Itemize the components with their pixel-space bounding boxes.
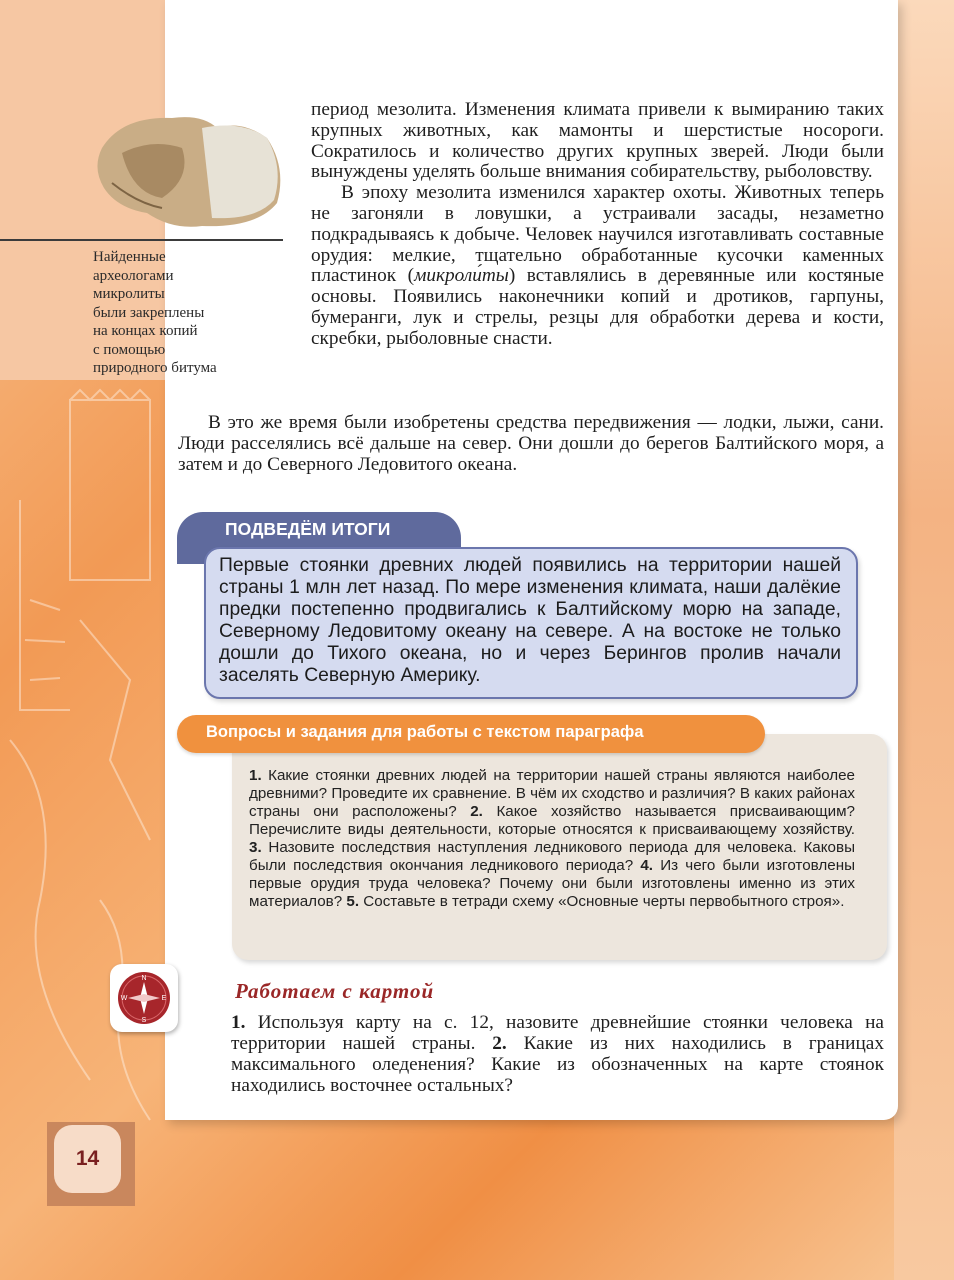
question-text: Какое хозяйство называется присваивающим? Перечислите виды деятельности, которые относятся к присваивающему хозяйству.: [249, 803, 855, 838]
question-number: 3.: [249, 839, 262, 856]
photo-caption: [93, 248, 283, 378]
compass-letter: E: [161, 995, 167, 1002]
caption-line: природного битума: [93, 360, 217, 376]
question-text: Составьте в тетради схему «Основные черты первобытного строя».: [359, 893, 845, 910]
paragraph-transport: В это же время были изобретены средства передвижения — лодки, лыжи, сани. Люди расселялись всё дальше на север. Они дошли до берегов Балтийского моря, а затем и до Северного Ледовитого океана.: [178, 412, 884, 475]
question-text: Из чего были изготовлены первые орудия труда человека? Почему они были изготовлены именно из этих материалов?: [249, 857, 855, 910]
paragraph-hunting-part1: В эпоху мезолита изменился характер охоты. Животных теперь не загоняли в ловушки, а устраивали засады, незаметно подкрадываясь к добыче. Человек научился изготавливать составные орудия: мелкие, тщательно обработанные кусочки каменных пластинок (: [311, 182, 884, 287]
caption-line: археологами: [93, 267, 174, 284]
compass-letter: S: [141, 1017, 147, 1024]
summary-title: ПОДВЕДЁМ ИТОГИ: [225, 519, 391, 539]
microlith-stone-photo: [92, 108, 287, 233]
caption-line: были закреплены: [93, 304, 205, 321]
main-text-lower: [178, 413, 884, 475]
question-number: 2.: [470, 803, 483, 820]
paragraph-hunting: [311, 183, 884, 349]
caption-line: с помощью: [93, 341, 166, 358]
questions-list: [249, 767, 855, 911]
questions-title: Вопросы и задания для работы с текстом параграфа: [206, 723, 644, 741]
main-text-upper: [311, 100, 884, 350]
caption-line: микролиты: [93, 286, 165, 302]
caption-line: на концах копий: [93, 323, 198, 339]
summary-text: Первые стоянки древних людей появились на территории нашей страны 1 млн лет назад. По мере изменения климата, наши далёкие предки постепенно продвигались к Балтийскому морю на западе, Северному Ледовитому океану на севере. А на востоке не только дошли до Тихого океана, но и через Берингов пролив начали заселять Северную Америку.: [219, 555, 841, 686]
map-task-paragraph: [231, 1012, 884, 1096]
compass-letter: N: [141, 975, 147, 982]
task-text: Какие из них находились в границах максимального оледенения? Какие из обозначенных на карте стоянок находились восточнее остальных?: [231, 1033, 884, 1096]
term-microliths: микроли́ты: [414, 265, 509, 287]
map-tasks: [231, 1012, 884, 1096]
caption-line: Найденные: [93, 249, 166, 265]
compass-letter: W: [120, 995, 128, 1002]
caption-rule: [0, 239, 283, 241]
task-text: Используя карту на с. 12, назовите древнейшие стоянки человека на территории нашей страны.: [231, 1012, 884, 1054]
question-number: 5.: [346, 893, 360, 910]
paragraph-mesolithic-climate: период мезолита. Изменения климата привели к вымиранию таких крупных животных, как мамонты и шерстистые носороги. Сократилось и количество других крупных зверей. Люди были вынуждены уделять больше внимания собирательству, рыболовству.: [311, 99, 884, 183]
paragraph-hunting-part2: ) вставлялись в деревянные или костяные основы. Появились наконечники копий и дротиков, гарпуны, бумеранги, лук и стрелы, резцы для обработки дерева и кости, скребки, рыболовные снасти.: [311, 265, 884, 349]
question-text: Назовите последствия наступления ледникового периода для человека. Каковы были последствия окончания ледникового периода?: [249, 839, 855, 874]
question-number: 4.: [640, 857, 654, 874]
right-margin-panel: [894, 0, 954, 1280]
compass-icon: [110, 964, 178, 1032]
map-section-title: Работаем с картой: [235, 979, 435, 1003]
question-text: Какие стоянки древних людей на территории нашей страны являются наиболее древними? Проведите их сравнение. В чём их сходство и различия? В каких районах страны они расположены?: [249, 767, 855, 820]
page-number: 14: [75, 1147, 100, 1170]
question-number: 1.: [249, 767, 262, 784]
task-number: 1.: [231, 1012, 246, 1033]
task-number: 2.: [492, 1033, 507, 1054]
